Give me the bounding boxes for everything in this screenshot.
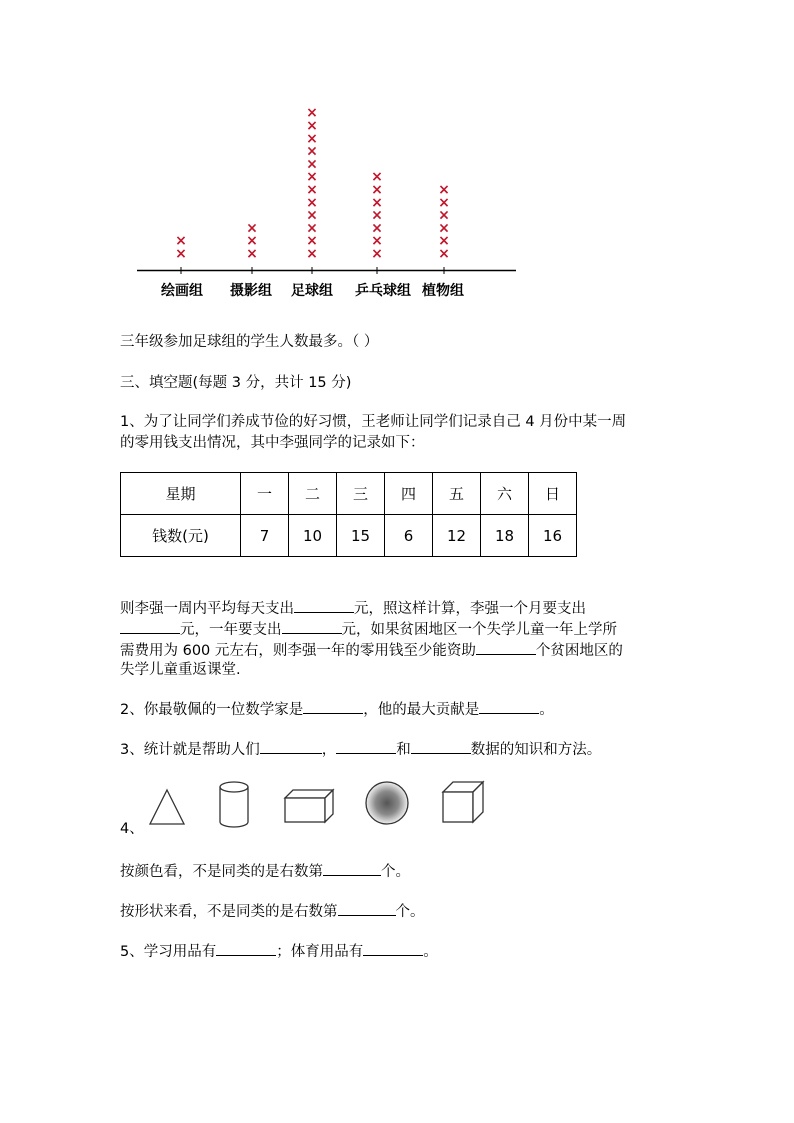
table-day: 四 — [385, 473, 433, 515]
cross-mark: × — [306, 246, 318, 262]
table-day: 三 — [337, 473, 385, 515]
expense-table — [120, 472, 577, 557]
cross-mark: × — [438, 220, 450, 237]
table-row — [121, 473, 577, 515]
cross-mark: × — [306, 105, 318, 122]
q1-paragraph-line4: 失学儿童重返课堂. — [120, 662, 241, 678]
answer-blank[interactable] — [294, 597, 354, 613]
table-amount: 12 — [433, 515, 481, 557]
answer-blank[interactable] — [338, 900, 396, 916]
table-amount: 7 — [241, 515, 289, 557]
answer-blank[interactable] — [303, 698, 363, 714]
q1-paragraph-line2: 元，一年要支出 元，如果贫困地区一个失学儿童一年上学所 — [120, 618, 617, 641]
cross-mark: × — [306, 118, 318, 134]
cross-mark: × — [438, 194, 450, 211]
cross-mark: × — [371, 233, 383, 250]
cross-mark: × — [371, 207, 383, 224]
table-header-label: 星期 — [121, 473, 241, 515]
cross-mark: × — [175, 246, 187, 262]
sphere-icon — [364, 780, 410, 826]
cross-mark: × — [246, 246, 258, 262]
table-row — [121, 515, 577, 557]
q1-line2: 的零用钱支出情况，其中李强同学的记录如下： — [120, 435, 425, 451]
table-day: 五 — [433, 473, 481, 515]
table-amount: 16 — [529, 515, 577, 557]
answer-blank[interactable] — [120, 618, 180, 634]
cross-mark: × — [306, 220, 318, 237]
answer-blank[interactable] — [411, 738, 471, 754]
table-row-label: 钱数(元) — [121, 515, 241, 557]
cross-mark: × — [306, 169, 318, 186]
answer-blank[interactable] — [323, 860, 381, 876]
cross-mark: × — [306, 143, 318, 160]
cylinder-icon — [217, 780, 251, 830]
cuboid-icon — [283, 788, 335, 824]
cross-mark: × — [371, 246, 383, 262]
answer-blank[interactable] — [363, 940, 423, 956]
cross-mark: × — [371, 194, 383, 211]
cross-mark: × — [306, 182, 318, 198]
q1-line1: 1、为了让同学们养成节俭的好习惯，王老师让同学们记录自己 4 月份中某一周 — [120, 414, 627, 430]
category-label: 足球组 — [291, 283, 333, 299]
cross-mark: × — [306, 207, 318, 224]
answer-blank[interactable] — [476, 639, 536, 655]
q5-line: 5、学习用品有 ；体育用品有 。 — [120, 940, 438, 963]
category-label: 乒乓球组 — [355, 283, 411, 299]
cross-mark: × — [306, 233, 318, 250]
cross-mark: × — [371, 182, 383, 198]
table-day: 二 — [289, 473, 337, 515]
table-day: 六 — [481, 473, 529, 515]
q2-line: 2、你最敬佩的一位数学家是 ，他的最大贡献是 。 — [120, 698, 554, 721]
category-label: 植物组 — [422, 283, 464, 299]
section-title: 三、填空题(每题 3 分，共计 15 分) — [120, 375, 352, 391]
answer-blank[interactable] — [336, 738, 396, 754]
cross-mark: × — [306, 194, 318, 211]
table-amount: 18 — [481, 515, 529, 557]
triangle-icon — [148, 788, 186, 826]
cross-mark: × — [246, 233, 258, 250]
q4-shape-question: 按形状来看，不是同类的是右数第 个。 — [120, 900, 425, 923]
cross-mark: × — [175, 233, 187, 250]
cross-mark: × — [438, 207, 450, 224]
category-label: 绘画组 — [161, 283, 203, 299]
table-day: 一 — [241, 473, 289, 515]
category-label: 摄影组 — [230, 283, 272, 299]
dot-plot-chart — [0, 0, 794, 310]
answer-blank[interactable] — [260, 738, 322, 754]
cross-mark: × — [438, 233, 450, 250]
answer-blank[interactable] — [216, 940, 276, 956]
q3-line: 3、统计就是帮助人们 ， 和 数据的知识和方法。 — [120, 738, 601, 761]
cross-mark: × — [306, 156, 318, 173]
table-amount: 6 — [385, 515, 433, 557]
answer-blank[interactable] — [282, 618, 342, 634]
cross-mark: × — [246, 220, 258, 237]
cross-mark: × — [306, 130, 318, 147]
judgement-statement: 三年级参加足球组的学生人数最多。（ ） — [120, 334, 379, 350]
table-day: 日 — [529, 473, 577, 515]
cross-mark: × — [438, 182, 450, 198]
cross-mark: × — [371, 220, 383, 237]
q4-number: 4、 — [120, 821, 144, 837]
q1-paragraph-line3: 需费用为 600 元左右，则李强一年的零用钱至少能资助 个贫困地区的 — [120, 639, 623, 662]
cross-mark: × — [438, 246, 450, 262]
q4-color-question: 按颜色看，不是同类的是右数第 个。 — [120, 860, 410, 883]
cube-icon — [441, 780, 485, 824]
answer-blank[interactable] — [479, 698, 539, 714]
table-amount: 10 — [289, 515, 337, 557]
table-amount: 15 — [337, 515, 385, 557]
q1-paragraph-line1: 则李强一周内平均每天支出 元，照这样计算，李强一个月要支出 — [120, 597, 586, 620]
cross-mark: × — [371, 169, 383, 186]
